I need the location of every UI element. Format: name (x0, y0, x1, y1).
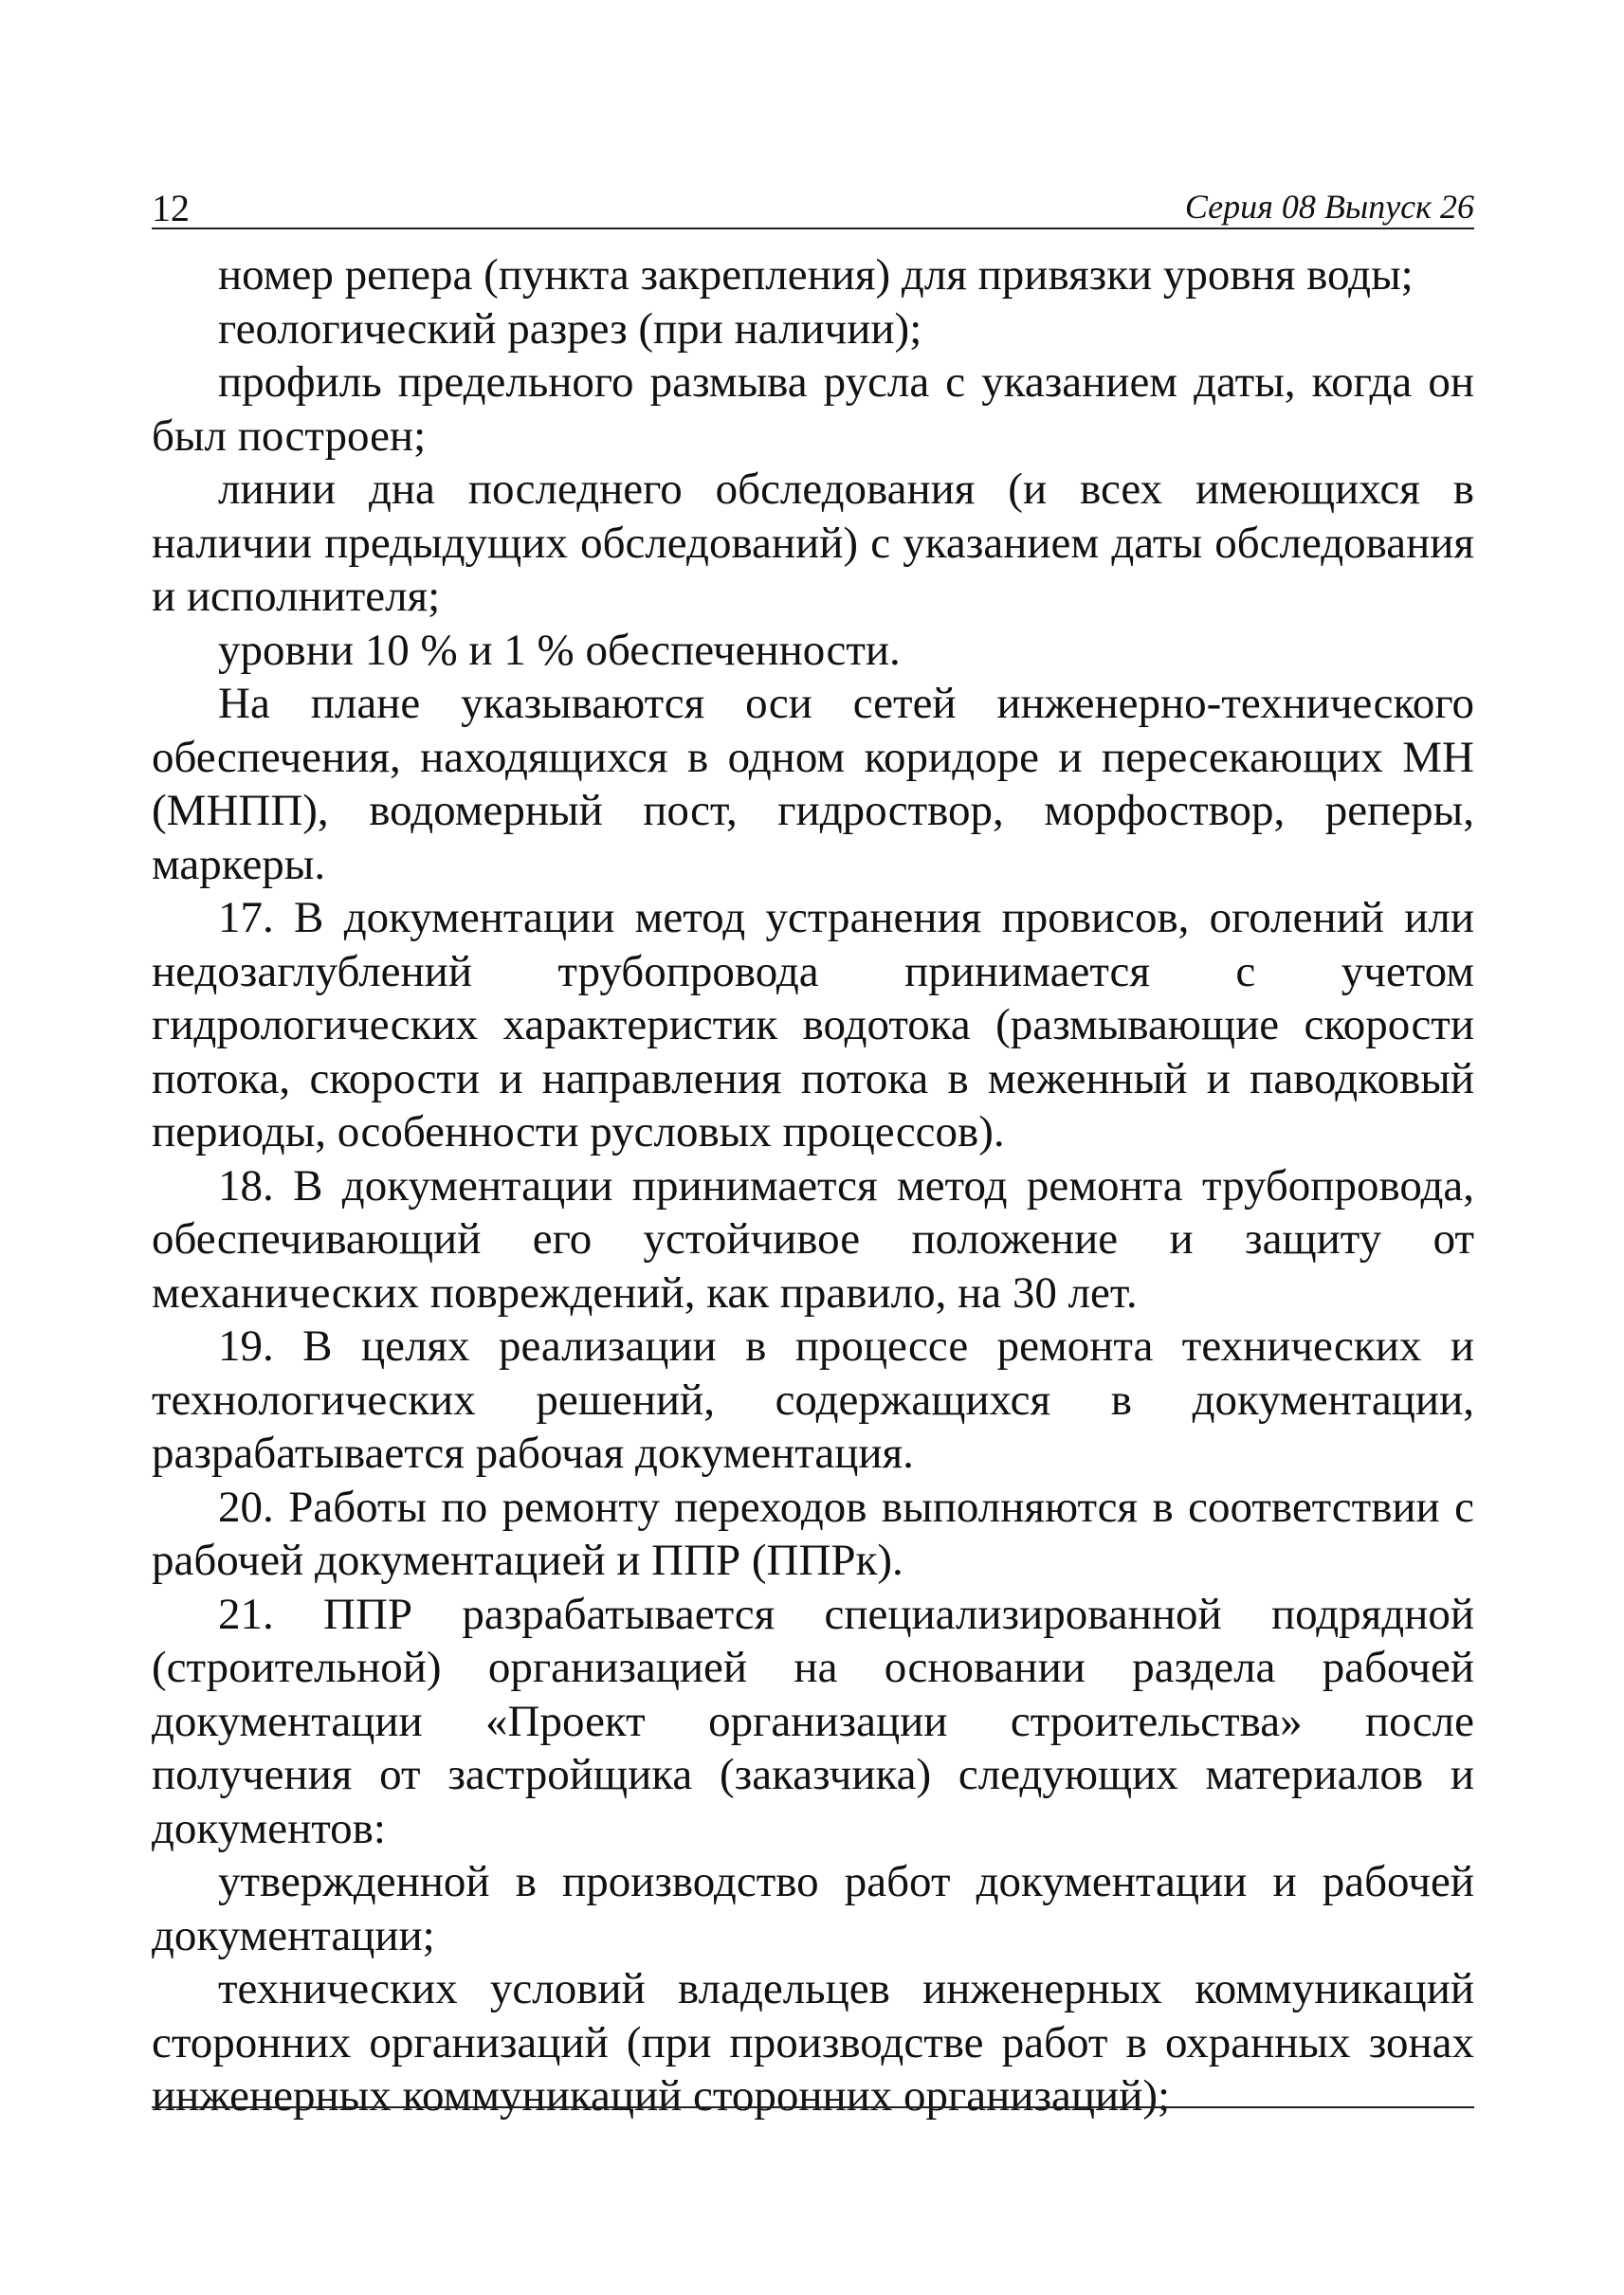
footer-rule (152, 2106, 1474, 2108)
paragraph: уровни 10 % и 1 % обеспеченности. (218, 625, 901, 675)
paragraph: номер репера (пункта закрепления) для привязки уровня воды; (218, 250, 1414, 300)
paragraph: геологический разрез (при наличии); (218, 303, 922, 354)
page-number: 12 (152, 187, 190, 229)
paragraph: профиль предельного размыва русла с указанием даты, когда он был построен; (152, 357, 1474, 461)
paragraph: 20. Работы по ремонту переходов выполняются в соответствии с рабочей документацией и ППР (ППРк). (152, 1482, 1474, 1585)
series-title: Серия 08 Выпуск 26 (1184, 188, 1474, 226)
paragraph: 19. В целях реализации в процессе ремонта технических и технологических решений, содержащихся в документации, разрабатывается рабочая документация. (152, 1321, 1474, 1478)
body-text (152, 248, 1474, 2123)
paragraph: 18. В документации принимается метод ремонта трубопровода, обеспечивающий его устойчивое положение и защиту от механических повреждений, как правило, на 30 лет. (152, 1160, 1474, 1318)
paragraph: 21. ППР разрабатывается специализированной подрядной (строительной) организацией на основании раздела рабочей документации «Проект организации строительства» после получения от застройщика (заказчика) следующих материалов и документов: (152, 1589, 1474, 1853)
paragraph: 17. В документации метод устранения провисов, оголений или недозаглублений трубопровода принимается с учетом гидрологических характеристик водотока (размывающие скорости потока, скорости и направления потока в меженный и паводковый периоды, особенности русловых процессов). (152, 893, 1474, 1157)
paragraph: технических условий владельцев инженерных коммуникаций сторонних организаций (при производстве работ в охранных зонах инженерных коммуникаций сторонних организаций); (152, 1964, 1474, 2121)
page-header (152, 182, 1474, 231)
header-rule (152, 228, 1474, 229)
paragraph: утвержденной в производство работ документации и рабочей документации; (152, 1857, 1474, 1960)
paragraph: линии дна последнего обследования (и всех имеющихся в наличии предыдущих обследований) с указанием даты обследования и исполнителя; (152, 464, 1474, 621)
paragraph: На плане указываются оси сетей инженерно-технического обеспечения, находящихся в одном коридоре и пересекающих МН (МНПП), водомерный пост, гидроствор, морфоствор, реперы, маркеры. (152, 679, 1474, 889)
